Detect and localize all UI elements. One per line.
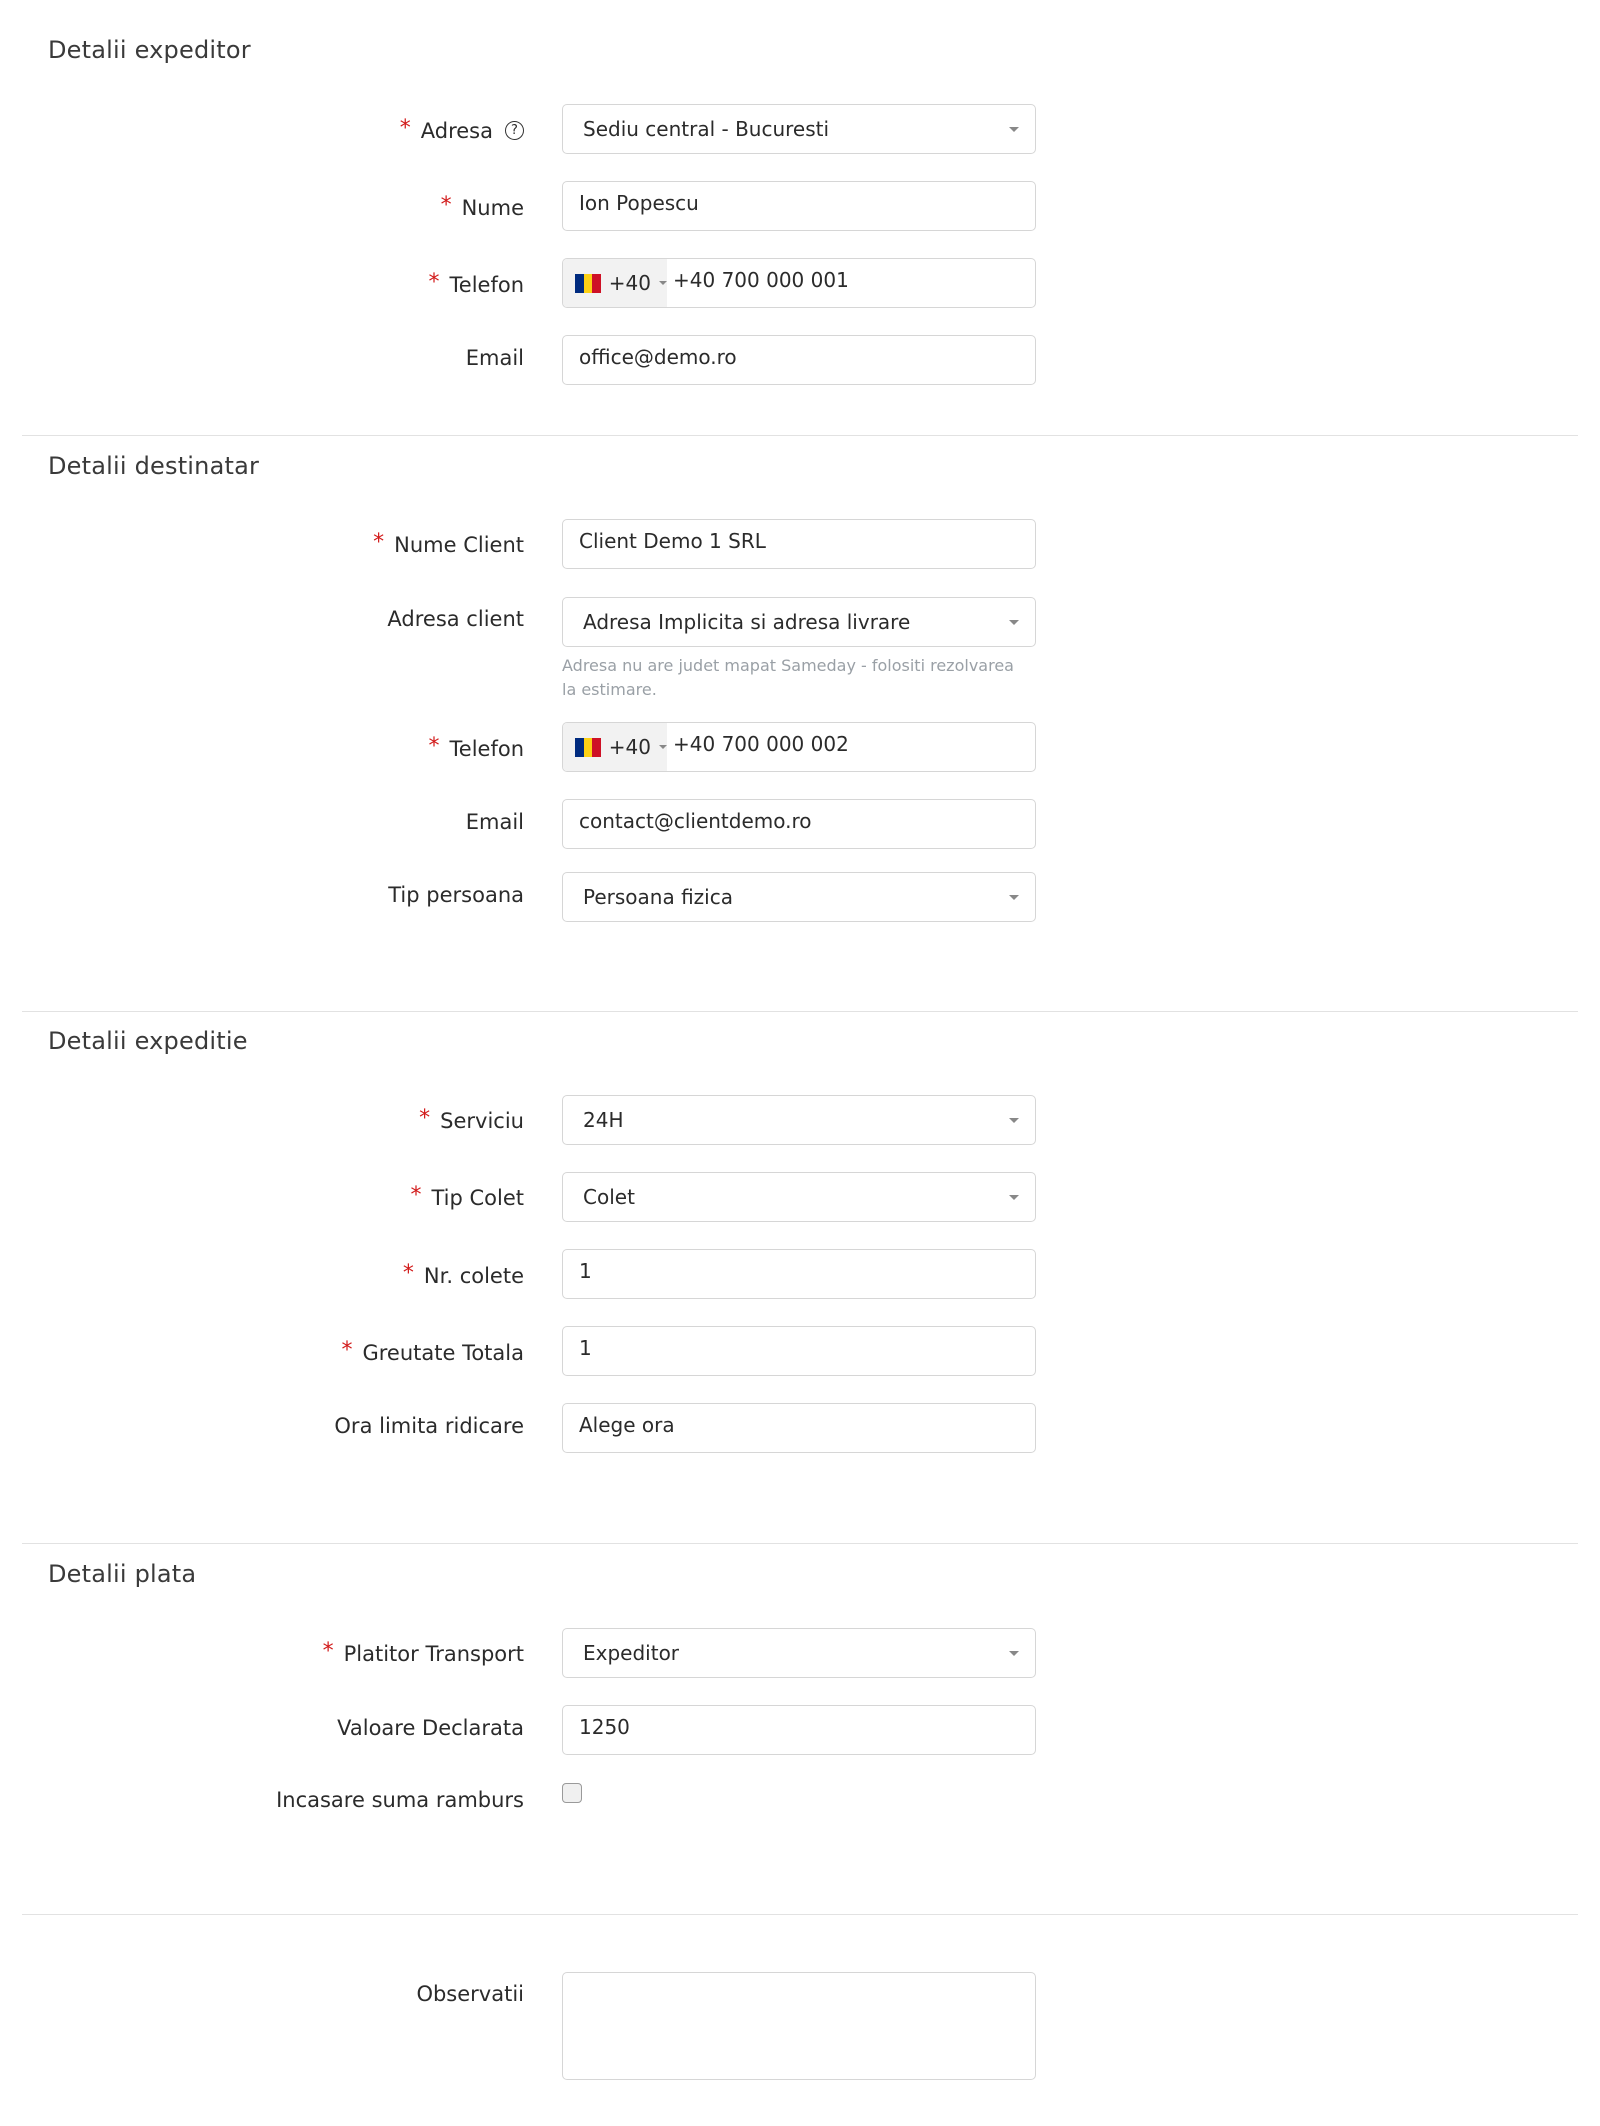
sender-phone-label: * Telefon	[428, 270, 524, 297]
country-code-dropdown[interactable]: +40	[563, 723, 667, 771]
payer-select[interactable]: Expeditor	[562, 1628, 1036, 1678]
chevron-down-icon	[1009, 1651, 1019, 1656]
recipient-email-label: Email	[465, 810, 524, 834]
package-count-input[interactable]	[562, 1249, 1036, 1299]
service-label: * Serviciu	[419, 1106, 524, 1133]
total-weight-label: * Greutate Totala	[341, 1338, 524, 1365]
pickup-time-label: Ora limita ridicare	[334, 1414, 524, 1438]
romania-flag-icon	[575, 738, 601, 757]
chevron-down-icon	[1009, 1195, 1019, 1200]
cod-label: Incasare suma ramburs	[276, 1788, 524, 1812]
client-name-input[interactable]	[562, 519, 1036, 569]
sender-address-select[interactable]: Sediu central - Bucuresti	[562, 104, 1036, 154]
chevron-down-icon	[1009, 1118, 1019, 1123]
recipient-phone-field[interactable]	[562, 722, 1036, 772]
divider	[22, 1543, 1578, 1544]
declared-value-label: Valoare Declarata	[337, 1716, 524, 1740]
section-title-shipment: Detalii expeditie	[48, 1027, 248, 1055]
pickup-time-input[interactable]	[562, 1403, 1036, 1453]
client-address-select[interactable]: Adresa Implicita si adresa livrare	[562, 597, 1036, 647]
sender-name-label: * Nume	[440, 193, 524, 220]
chevron-down-icon	[1009, 127, 1019, 132]
package-count-label: * Nr. colete	[402, 1261, 524, 1288]
recipient-phone-label: * Telefon	[428, 734, 524, 761]
romania-flag-icon	[575, 274, 601, 293]
person-type-label: Tip persoana	[388, 883, 524, 907]
package-type-label: * Tip Colet	[410, 1183, 524, 1210]
chevron-down-icon	[1009, 620, 1019, 625]
divider	[22, 435, 1578, 436]
section-title-sender: Detalii expeditor	[48, 36, 251, 64]
sender-phone-input[interactable]	[667, 259, 1035, 307]
cod-checkbox[interactable]	[562, 1783, 582, 1803]
section-title-recipient: Detalii destinatar	[48, 452, 260, 480]
notes-textarea[interactable]	[562, 1972, 1036, 2080]
chevron-down-icon	[659, 745, 667, 749]
chevron-down-icon	[1009, 895, 1019, 900]
address-hint: Adresa nu are judet mapat Sameday - folositi rezolvarea la estimare.	[562, 656, 1014, 699]
section-title-payment: Detalii plata	[48, 1560, 197, 1588]
sender-address-label: * Adresa ?	[400, 118, 524, 143]
sender-phone-field[interactable]	[562, 258, 1036, 308]
recipient-phone-input[interactable]	[667, 723, 1035, 771]
notes-label: Observatii	[416, 1982, 524, 2006]
divider	[22, 1914, 1578, 1915]
question-circle-icon[interactable]: ?	[505, 121, 524, 140]
declared-value-input[interactable]	[562, 1705, 1036, 1755]
payer-label: * Platitor Transport	[322, 1639, 524, 1666]
total-weight-input[interactable]	[562, 1326, 1036, 1376]
package-type-select[interactable]: Colet	[562, 1172, 1036, 1222]
client-address-label: Adresa client	[387, 607, 524, 631]
service-select[interactable]: 24H	[562, 1095, 1036, 1145]
recipient-email-input[interactable]	[562, 799, 1036, 849]
chevron-down-icon	[659, 281, 667, 285]
sender-email-input[interactable]	[562, 335, 1036, 385]
sender-name-input[interactable]	[562, 181, 1036, 231]
client-name-label: * Nume Client	[373, 530, 524, 557]
sender-email-label: Email	[465, 346, 524, 370]
country-code-dropdown[interactable]: +40	[563, 259, 667, 307]
divider	[22, 1011, 1578, 1012]
person-type-select[interactable]: Persoana fizica	[562, 872, 1036, 922]
